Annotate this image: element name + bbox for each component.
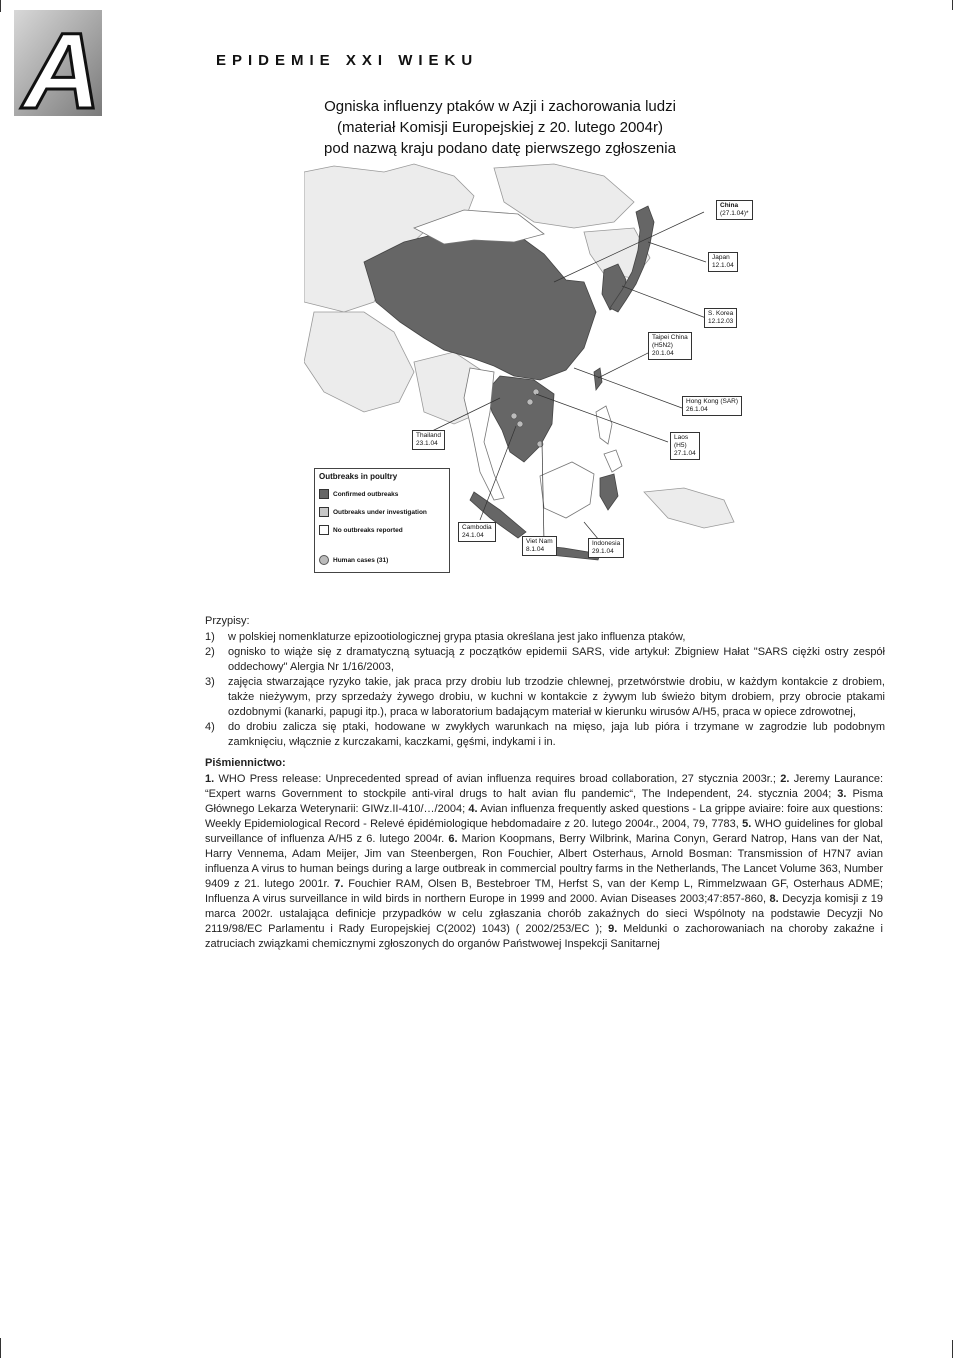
callout-date: 8.1.04 [526, 546, 545, 553]
callout-country: Cambodia [462, 524, 492, 531]
callout-indonesia [588, 538, 624, 558]
callout-china [716, 200, 753, 220]
reference-number: 6. [448, 833, 458, 845]
map-title [290, 96, 710, 159]
callout-cambodia [458, 522, 496, 542]
callout-extra: (H5N2) [652, 342, 673, 349]
callout-date: 20.1.04 [652, 350, 674, 357]
section-logo [14, 10, 102, 116]
callout-date: 12.12.03 [708, 318, 734, 325]
human-case-dot-icon [319, 555, 329, 565]
callout-country: Japan [712, 254, 730, 261]
reference-number: 9. [608, 923, 618, 935]
reference-text: WHO guidelines for global surveillance of influenza A/H5 z 6. lutego 2004r. [205, 818, 883, 845]
references-body [205, 772, 883, 952]
legend-title: Outbreaks in poultry [319, 472, 398, 481]
callout-country: Laos [674, 434, 689, 441]
callout-country: Viet Nam [526, 538, 553, 545]
reference-text: Pisma Głównego Lekarza Weterynarii: GIWz.II-410/…/2004; [205, 788, 883, 815]
callout-date: 29.1.04 [592, 548, 614, 555]
legend-label: Outbreaks under investigation [333, 508, 427, 516]
crop-mark [0, 0, 1, 12]
callout-date: 23.1.04 [416, 440, 438, 447]
legend-item-investigation [319, 507, 427, 517]
crop-mark [952, 0, 953, 10]
callout-thailand [412, 430, 445, 450]
callout-country: Indonesia [592, 540, 621, 547]
callout-country: S. Korea [708, 310, 734, 317]
legend-swatch [319, 489, 329, 499]
reference-text: Decyzja komisji z 19 marca 2002r. ustalająca definicje przypadków w celu zgłaszania chorób zakaźnych do sieci Wspólnoty na podstawie Decyzji No 2119/98/EC Parlamentu i Rady Europejskiej C(2002) 1043) ( 2002/253/EC ); [205, 893, 883, 935]
map-legend [314, 468, 450, 573]
reference-text: Avian influenza frequently asked questions - La grippe aviaire: foire aux questions: Weekly Epidemiological Record - Relevé épidémiologique hebdomadaire z 20. lutego 2004r., 2004, 79, 7783, [205, 803, 884, 830]
callout-taipei-china [648, 332, 692, 360]
footnote-item [205, 630, 885, 645]
reference-number: 4. [468, 803, 478, 815]
legend-item-no-outbreaks [319, 525, 403, 535]
callout-country: China [720, 202, 739, 209]
footnote-item [205, 645, 885, 675]
callout-date: 26.1.04 [686, 406, 708, 413]
legend-item-human-cases [319, 555, 388, 565]
reference-text: Jeremy Laurance: “Expert warns Government to stockpile anti-viral drugs to halt avian flu pandemic“, The Independent, 24. stycznia 2004; [205, 773, 883, 800]
references-heading: Piśmiennictwo: [205, 757, 286, 769]
reference-number: 7. [334, 878, 344, 890]
legend-label: Confirmed outbreaks [333, 490, 399, 498]
legend-label: No outbreaks reported [333, 526, 403, 534]
reference-text: Marion Koopmans, Berry Wilbrink, Marina Conyn, Gerard Natrop, Hans van der Nat, Harry Vennema, Adam Meijer, Jim van Steenbergen, Ron Fouchier, Albert Osterhaus, Arnold Bosman: Transmission of H7N7 avian influenza A virus to human beings during a large outbreak in commercial poultry farms in the Netherlands, The Lancet Volume 363, Number 9409 z 21. lutego 2001r. [205, 833, 883, 890]
reference-number: 8. [769, 893, 779, 905]
reference-text: Fouchier RAM, Olsen B, Bestebroer TM, Herfst S, van der Kemp L, Rimmelzwaan GF, Osterhaus ADME; Influenza A virus surveillance in wild birds in northern Europe in 1999 and 2000. Avian Diseases 2003;47:857-860, [205, 878, 884, 905]
footnote-item [205, 675, 885, 720]
footnote-number: 1) [205, 631, 215, 643]
callout-japan [708, 252, 738, 272]
reference-number: 1. [205, 773, 215, 785]
footnote-item [205, 720, 885, 750]
footnote-text: zajęcia stwarzające ryzyko takie, jak praca przy drobiu lub trzodzie chlewnej, przetwórstwie drobiu, w każdym kontakcie z drobiem, także nieżywym, przy sprzedaży żywego drobiu, w kuchni w kontakcie z żywym lub świeżo bitym drobiem, przy obrocie ptakami ozdobnymi (kanarki, papugi itp.), praca w laboratorium badającym materiał w kierunku wirusów A/H5, praca w opiece zdrowotnej, [228, 676, 885, 718]
legend-swatch [319, 525, 329, 535]
callout-date: 27.1.04 [674, 450, 696, 457]
footnote-number: 3) [205, 676, 215, 688]
reference-number: 2. [780, 773, 790, 785]
map-title-line: (materiał Komisji Europejskiej z 20. lutego 2004r) [337, 119, 663, 136]
map-title-line: pod nazwą kraju podano datę pierwszego zgłoszenia [324, 140, 676, 157]
footnote-text: ognisko to wiąże się z dramatyczną sytuacją z początków epidemii SARS, vide artykuł: Zbigniew Hałat "SARS ciężki ostry zespół oddechowy" Alergia Nr 1/16/2003, [228, 646, 885, 673]
callout-country: Hong Kong (SAR) [686, 398, 739, 405]
footnote-number: 4) [205, 721, 215, 733]
legend-item-confirmed [319, 489, 398, 499]
callout-hong-kong [682, 396, 742, 416]
callout-country: Thailand [416, 432, 441, 439]
section-title: EPIDEMIE XXI WIEKU [216, 52, 479, 69]
callout-date: 12.1.04 [712, 262, 734, 269]
callout-viet-nam [522, 536, 557, 556]
references [205, 756, 883, 952]
reference-number: 5. [742, 818, 752, 830]
footnotes-heading: Przypisy: [205, 615, 250, 627]
footnote-text: do drobiu zalicza się ptaki, hodowane w zwykłych warunkach na mięso, jaja lub pióra i trzymane w zagrodzie lub podobnym zamknięciu, włącznie z kurczakami, kaczkami, gęśmi, indykami i in. [228, 721, 885, 748]
reference-text: WHO Press release: Unprecedented spread of avian influenza requires broad collaboration, 27 stycznia 2003r.; [218, 773, 776, 785]
logo-letter: A [23, 10, 101, 116]
footnote-number: 2) [205, 646, 215, 658]
footnotes [205, 614, 885, 750]
map-title-line: Ogniska influenzy ptaków w Azji i zachorowania ludzi [324, 98, 676, 115]
legend-label: Human cases (31) [333, 556, 389, 564]
footnote-text: w polskiej nomenklaturze epizootiologicznej grypa ptasia określana jest jako influenza ptaków, [228, 631, 686, 643]
reference-number: 3. [837, 788, 847, 800]
callout-extra: (H5) [674, 442, 687, 449]
crop-mark [952, 1340, 953, 1358]
callout-laos [670, 432, 700, 460]
callout-date: 24.1.04 [462, 532, 484, 539]
callout-date: (27.1.04)* [720, 210, 749, 217]
callout-country: Taipei China [652, 334, 688, 341]
reference-text: Meldunki o zachorowaniach na choroby zakaźne i zatruciach związkami chemicznymi zgłoszonych do organów Państwowej Inspekcji Sanitarnej [205, 923, 883, 950]
callout-south-korea [704, 308, 737, 328]
legend-swatch [319, 507, 329, 517]
crop-mark [0, 1338, 1, 1358]
